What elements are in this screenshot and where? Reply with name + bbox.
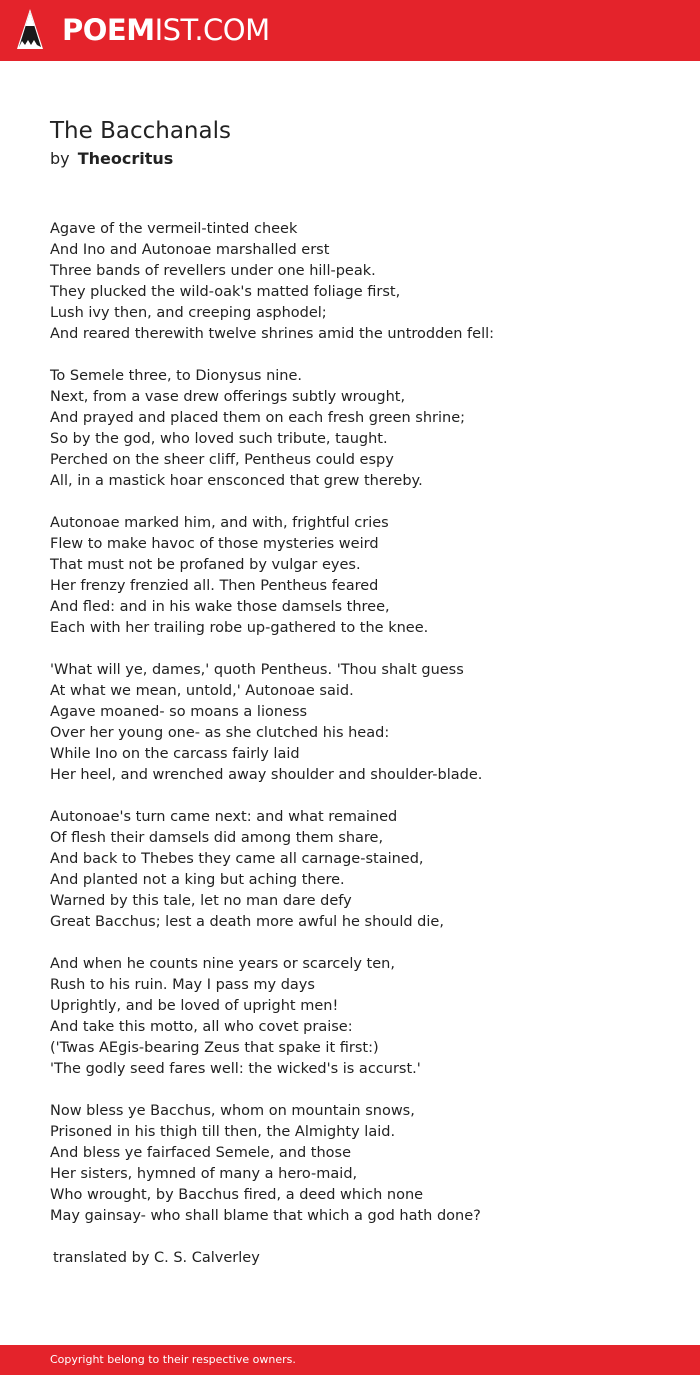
poem-line: That must not be profaned by vulgar eyes.	[50, 557, 361, 573]
author-link[interactable]: Theocritus	[77, 149, 174, 168]
poem-line: Of flesh their damsels did among them share,	[50, 830, 384, 846]
poem-line: Agave moaned- so moans a lioness	[50, 704, 308, 720]
poem-line: So by the god, who loved such tribute, taught.	[50, 431, 388, 447]
poem-stanza	[50, 660, 670, 786]
poem-line: Now bless ye Bacchus, whom on mountain snows,	[50, 1103, 415, 1119]
poem-line: Each with her trailing robe up-gathered to the knee.	[50, 620, 429, 636]
poem-stanza	[50, 954, 670, 1080]
poem-stanza	[50, 513, 670, 639]
poem-line: And reared therewith twelve shrines amid the untrodden fell:	[50, 326, 495, 342]
poem-line: To Semele three, to Dionysus nine.	[50, 368, 303, 384]
poem-line: Autonoae's turn came next: and what remained	[50, 809, 398, 825]
pencil-icon[interactable]	[17, 9, 43, 51]
poem-line: ('Twas AEgis-bearing Zeus that spake it first:)	[50, 1040, 379, 1056]
poem-stanza	[50, 219, 670, 345]
poem-line: 'What will ye, dames,' quoth Pentheus. 'Thou shalt guess	[50, 662, 464, 678]
poem-line: Her sisters, hymned of many a hero-maid,	[50, 1166, 358, 1182]
site-header	[0, 0, 700, 61]
poem-line: And when he counts nine years or scarcely ten,	[50, 956, 395, 972]
site-logo[interactable]	[62, 11, 270, 49]
poem-line: Her heel, and wrenched away shoulder and shoulder-blade.	[50, 767, 483, 783]
poem-line: Lush ivy then, and creeping asphodel;	[50, 305, 327, 321]
poem-line: While Ino on the carcass fairly laid	[50, 746, 300, 762]
poem-line: And back to Thebes they came all carnage-stained,	[50, 851, 424, 867]
poem-stanza	[50, 366, 670, 492]
poem-line: And take this motto, all who covet praise:	[50, 1019, 353, 1035]
logo-text-light: IST.COM	[154, 13, 270, 47]
poem-line: At what we mean, untold,' Autonoae said.	[50, 683, 354, 699]
poem-line: Flew to make havoc of those mysteries weird	[50, 536, 379, 552]
poem-stanza	[50, 807, 670, 933]
poem-line: Next, from a vase drew offerings subtly wrought,	[50, 389, 406, 405]
poem-line: And prayed and placed them on each fresh green shrine;	[50, 410, 466, 426]
poem-line: Prisoned in his thigh till then, the Almighty laid.	[50, 1124, 396, 1140]
poem-line: Agave of the vermeil-tinted cheek	[50, 221, 298, 237]
poem-line: Over her young one- as she clutched his head:	[50, 725, 390, 741]
poem-stanza	[50, 1101, 670, 1227]
copyright-notice: Copyright belong to their respective owners.	[50, 1353, 296, 1366]
translator-credit: translated by C. S. Calverley	[53, 1250, 260, 1266]
poem-line: Three bands of revellers under one hill-peak.	[50, 263, 376, 279]
poem-line: Rush to his ruin. May I pass my days	[50, 977, 315, 993]
poem-line: Warned by this tale, let no man dare defy	[50, 893, 352, 909]
poem-line: And Ino and Autonoae marshalled erst	[50, 242, 330, 258]
poem-line: And planted not a king but aching there.	[50, 872, 345, 888]
poem-line: Who wrought, by Bacchus fired, a deed which none	[50, 1187, 424, 1203]
poem-title: The Bacchanals	[50, 118, 231, 144]
poem-line: All, in a mastick hoar ensconced that grew thereby.	[50, 473, 423, 489]
poem-line: 'The godly seed fares well: the wicked's is accurst.'	[50, 1061, 421, 1077]
poem-line: Autonoae marked him, and with, frightful cries	[50, 515, 389, 531]
poem-line: Perched on the sheer cliff, Pentheus could espy	[50, 452, 394, 468]
site-footer	[0, 1345, 700, 1375]
logo-text-bold: POEM	[62, 13, 155, 47]
poem-line: Great Bacchus; lest a death more awful he should die,	[50, 914, 444, 930]
byline	[50, 148, 173, 170]
poem-line: Uprightly, and be loved of upright men!	[50, 998, 339, 1014]
poem-line: They plucked the wild-oak's matted foliage first,	[50, 284, 401, 300]
by-label: by	[50, 149, 70, 168]
poem-body	[50, 219, 670, 1248]
poem-line: And fled: and in his wake those damsels three,	[50, 599, 390, 615]
poem-line: May gainsay- who shall blame that which a god hath done?	[50, 1208, 481, 1224]
poem-line: And bless ye fairfaced Semele, and those	[50, 1145, 352, 1161]
poem-line: Her frenzy frenzied all. Then Pentheus feared	[50, 578, 379, 594]
